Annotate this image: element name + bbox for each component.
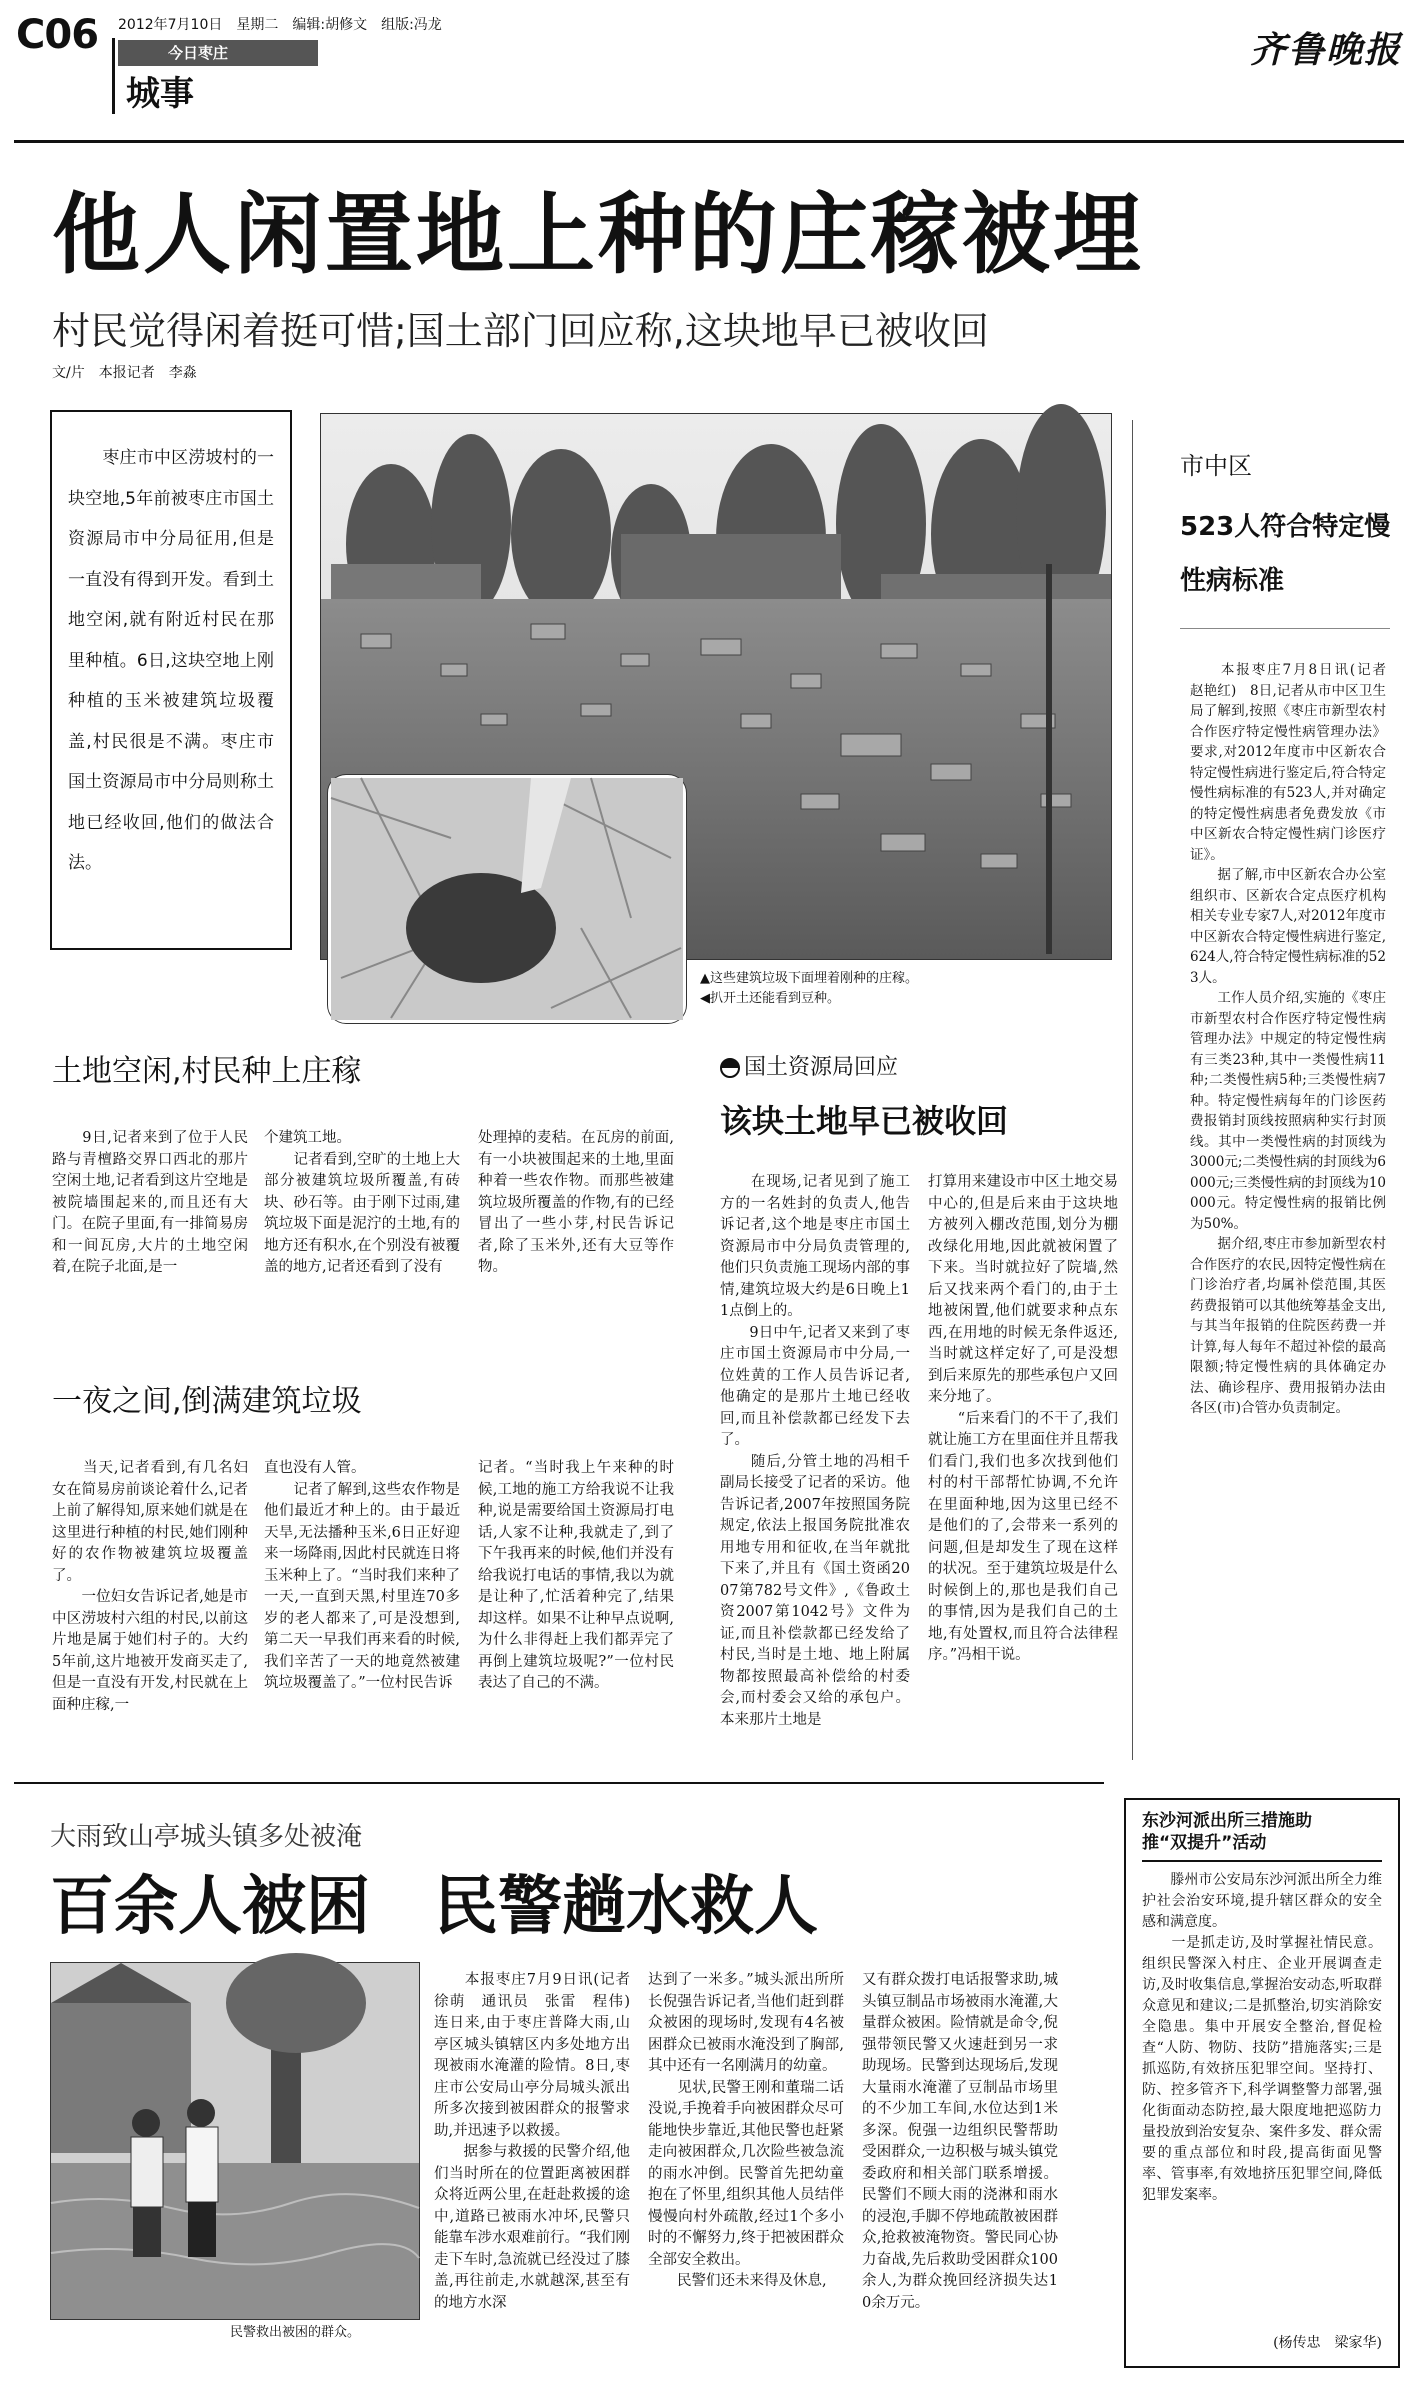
section2-col1: 当天,记者看到,有几名妇女在简易房前谈论着什么,记者上前了解得知,原来她们就是在这里进行种植的村民,她们刚种好的农作物被建筑垃圾覆盖了。 一位妇女告诉记者,她是市中区涝坡村六组的村民,以前这片地是属于她们村子的。大约5年前,这片地被开发商买走了,但是一直没有开发,村民就在上面种庄稼,一 xyxy=(52,1460,248,1713)
flood-col1: 本报枣庄7月9日讯(记者 徐萌 通讯员 张雷 程伟) 连日来,由于枣庄普降大雨,山亭区城头镇辖区内多处地方出现被雨水淹灌的险情。8日,枣庄市公安局山亭分局城头派出所多次接到被困群众的报警求助,并迅速予以救援。 据参与救援的民警介绍,他们当时所在的位置距离被困群众将近两公里,在赶赴救援的途中,道路已被雨水冲坏,民警只能靠车涉水艰难前行。“我们刚走下车时,急流就已经没过了膝盖,再往前走,水就越深,甚至有的地方水深 xyxy=(434,1972,630,2311)
lead-inset-photo xyxy=(328,775,686,1023)
brand-logo: 齐鲁晚报 xyxy=(1250,29,1403,71)
flood-col2: 达到了一米多。”城头派出所所长倪强告诉记者,当他们赶到群众被困的现场时,发现有4名被困群众已被雨水淹没到了胸部,其中还有一名刚满月的幼童。 见状,民警王刚和董瑞二话没说,手挽着手向被困群众尽可能地快步靠近,其他民警也赶紧走向被困群众,几次险些被急流的雨水冲倒。民警首先把幼童抱在了怀里,组织其他人员结伴慢慢向村外疏散,经过1个多小时的不懈努力,终于把被困群众全部安全救出。 民警们还未来得及休息, xyxy=(648,1972,844,2289)
lead-headline: 他人闲置地上种的庄稼被埋 xyxy=(52,183,1145,286)
sidebar-rule xyxy=(1180,628,1390,629)
sidebar-headline: 523人符合特定慢性病标准 xyxy=(1180,512,1391,596)
section2-col2: 直也没有人管。 记者了解到,这些农作物是他们最近才种上的。由于最近天旱,无法播种玉米,6日正好迎来一场降雨,因此村民就连日将玉米种上了。“当时我们来种了一天,一直到天黑,村里连70多岁的老人都来了,可是没想到,第二天一早我们再来看的时候,我们辛苦了一天的地竟然被建筑垃圾覆盖了。”一位村民告诉 xyxy=(264,1460,460,1691)
response-col2: 打算用来建设市中区土地交易中心的,但是后来由于这块地方被列入棚改范围,划分为棚改绿化用地,因此就被闲置了下来。当时就拉好了院墙,然后又找来两个看门的,由于土地被闲置,他们就要求种点东西,在用地的时候无条件返还,当时就这样定好了,可是没想到后来原先的那些承包户又回来分地了。 “后来看门的不干了,我们就让施工方在里面住并且帮我们看门,我们也多次找到他们村的村干部帮忙协调,不允许在里面种地,因为这里已经不是他们的了,会带来一系列的问题,但是却发生了现在这样的状况。至于建筑垃圾是什么时候倒上的,那也是我们自己的事情,因为是我们自己的土地,有处置权,而且符合法律程序。”冯相干说。 xyxy=(928,1174,1118,1663)
response-kicker-marker xyxy=(720,1058,740,1078)
flood-kicker: 大雨致山亭城头镇多处被淹 xyxy=(50,1822,363,1852)
soil-closeup-image xyxy=(331,778,683,1020)
flood-photo xyxy=(50,1962,420,2320)
lead-byline: 文/片 本报记者 李淼 xyxy=(52,365,197,381)
sidebar-kicker: 市中区 xyxy=(1180,452,1252,480)
section1-col1: 9日,记者来到了位于人民路与青檀路交界口西北的那片空闲土地,记者看到这片空地是被院墙围起来的,而且还有大门。在院子里面,有一排简易房和一间瓦房,大片的土地空闲着,在院子北面,是一 xyxy=(52,1130,248,1275)
response-col1: 在现场,记者见到了施工方的一名姓封的负责人,他告诉记者,这个地是枣庄市国土资源局市中分局负责管理的,他们只负责施工现场内部的事情,建筑垃圾大约是6日晚上11点倒上的。 9日中午,记者又来到了枣庄市国土资源局市中分局,一位姓黄的工作人员告诉记者,他确定的是那片土地已经收回,而且补偿款都已经发下去了。 随后,分管土地的冯相千副局长接受了记者的采访。他告诉记者,2007年按照国务院规定,依法上报国务院批准农用地专用和征收,在当年就批下来了,并且有《国土资函2007第782号文件》,《鲁政土资2007第1042号》文件为证,而且补偿款都已经发给了村民,当时是土地、地上附属物都按照最高补偿给的村委会,而村委会又给的承包户。本来那片土地是 xyxy=(720,1174,910,1728)
sidebar-text: 本报枣庄7月8日讯(记者 赵艳红) 8日,记者从市中区卫生局了解到,按照《枣庄市新型农村合作医疗特定慢性病管理办法》要求,对2012年度市中区新农合特定慢性病进行鉴定后,符合特定慢性病标准的有523人,并对确定的特定慢性病患者免费发放《市中区新农合特定慢性病门诊医疗证》。 据了解,市中区新农合办公室组织市、区新农合定点医疗机构相关专业专家7人,对2012年度市中区新农合特定慢性病进行鉴定,624人,符合特定慢性病标准的523人。 工作人员介绍,实施的《枣庄市新型农村合作医疗特定慢性病管理办法》中规定的特定慢性病有三类23种,其中一类慢性病11种;二类慢性病5种;三类慢性病7种。特定慢性病每年的门诊医药费报销封顶线按照病种实行封顶线。其中一类慢性病的封顶线为3000元;二类慢性病的封顶线为6000元;三类慢性病的封顶线为10000元。特定慢性病的报销比例为50%。 据介绍,枣庄市参加新型农村合作医疗的农民,因特定慢性病在门诊治疗者,均属补偿范围,其医药费报销可以其他统筹基金支出,与其当年报销的住院医药费一并计算,每人每年不超过补偿的最高限额;特定慢性病的具体确定办法、确诊程序、费用报销办法由各区(市)合管办负责制定。 xyxy=(1190,662,1386,1416)
flood-rescue-image xyxy=(51,1963,419,2319)
lead-subhead: 村民觉得闲着挺可惜;国土部门回应称,这块地早已被收回 xyxy=(52,309,989,353)
masthead-rule xyxy=(14,140,1404,143)
section1-col2: 个建筑工地。 记者看到,空旷的土地上大部分被建筑垃圾所覆盖,有砖块、砂石等。由于刚下过雨,建筑垃圾下面是泥泞的土地,有的地方还有积水,在个别没有被覆盖的地方,记者还看到了没有 xyxy=(264,1130,460,1275)
police-box-rule xyxy=(1142,1860,1382,1862)
section1-col3: 处理掉的麦秸。在瓦房的前面,有一小块被围起来的土地,里面种着一些农作物。而那些被建筑垃圾所覆盖的作物,有的已经冒出了一些小芽,村民告诉记者,除了玉米外,还有大豆等作物。 xyxy=(478,1130,674,1275)
section2-col3: 记者。“当时我上午来种的时候,工地的施工方给我说不让我种,说是需要给国土资源局打电话,人家不让种,我就走了,到了下午我再来的时候,他们并没有给我说打电话的事情,我以为就是让种了,忙活着种完了,结果却这样。如果不让种早点说啊,为什么非得赶上我们都弄完了再倒上建筑垃圾呢?”一位村民表达了自己的不满。 xyxy=(478,1460,674,1691)
police-box-headline: 东沙河派出所三措施助推“双提升”活动 xyxy=(1142,1811,1312,1853)
lead-summary: 枣庄市中区涝坡村的一块空地,5年前被枣庄市国土资源局市中分局征用,但是一直没有得到开发。看到土地空闲,就有附近村民在那里种植。6日,这块空地上刚种植的玉米被建筑垃圾覆盖,村民很是不满。枣庄市国土资源局市中分局则称土地已经收回,他们的做法合法。 xyxy=(68,448,274,873)
response-kicker: 国土资源局回应 xyxy=(744,1055,899,1080)
lead-photo-caption-1: ▲这些建筑垃圾下面埋着刚种的庄稼。 xyxy=(700,971,918,986)
sidebar-divider xyxy=(1132,420,1133,1760)
flood-headline: 百余人被困 民警趟水救人 xyxy=(50,1870,818,1944)
section2-title: 一夜之间,倒满建筑垃圾 xyxy=(52,1384,362,1419)
police-box-credit: (杨传忠 梁家华) xyxy=(1273,2335,1382,2351)
section-tab: 今日枣庄 xyxy=(118,40,318,66)
police-box xyxy=(1124,1798,1400,2368)
page-code: C06 xyxy=(16,12,99,58)
masthead-vertical-rule xyxy=(112,38,115,114)
flood-col3: 又有群众拨打电话报警求助,城头镇豆制品市场被雨水淹灌,大量群众被困。险情就是命令,倪强带领民警又火速赶到另一求助现场。民警到达现场后,发现大量雨水淹灌了豆制品市场里的不少加工车间,水位达到1米多深。倪强一边组织民警帮助受困群众,一边积极与城头镇党委政府和相关部门联系增援。民警们不顾大雨的浇淋和雨水的浸泡,手脚不停地疏散被困群众,抢救被淹物资。警民同心协力奋战,先后救助受困群众100余人,为群众挽回经济损失达10余万元。 xyxy=(862,1972,1058,2311)
lead-summary-box xyxy=(50,410,292,950)
date-line: 2012年7月10日 星期二 编辑:胡修文 组版:冯龙 xyxy=(118,17,442,33)
response-title: 该块土地早已被收回 xyxy=(720,1102,1009,1140)
bottom-separator xyxy=(14,1782,1104,1784)
police-box-text: 滕州市公安局东沙河派出所全力维护社会治安环境,提升辖区群众的安全感和满意度。 一是抓走访,及时掌握社情民意。组织民警深入村庄、企业开展调查走访,及时收集信息,掌握治安动态,听取群众意见和建议;二是抓整治,切实消除安全隐患。集中开展安全整治,督促检查“人防、物防、技防”措施落实;三是抓巡防,有效挤压犯罪空间。坚持打、防、控多管齐下,科学调整警力部署,强化街面动态防控,最大限度地把巡防力量投放到治安复杂、案件多发、群众需要的重点部位和时段,提高街面见警率、管事率,有效地挤压犯罪空间,降低犯罪发案率。 xyxy=(1142,1872,1382,2203)
section1-title: 土地空闲,村民种上庄稼 xyxy=(52,1054,362,1089)
section-title: 城事 xyxy=(126,74,194,114)
lead-photo-caption-2: ◀扒开土还能看到豆种。 xyxy=(700,991,840,1006)
flood-photo-caption: 民警救出被困的群众。 xyxy=(230,2325,361,2340)
